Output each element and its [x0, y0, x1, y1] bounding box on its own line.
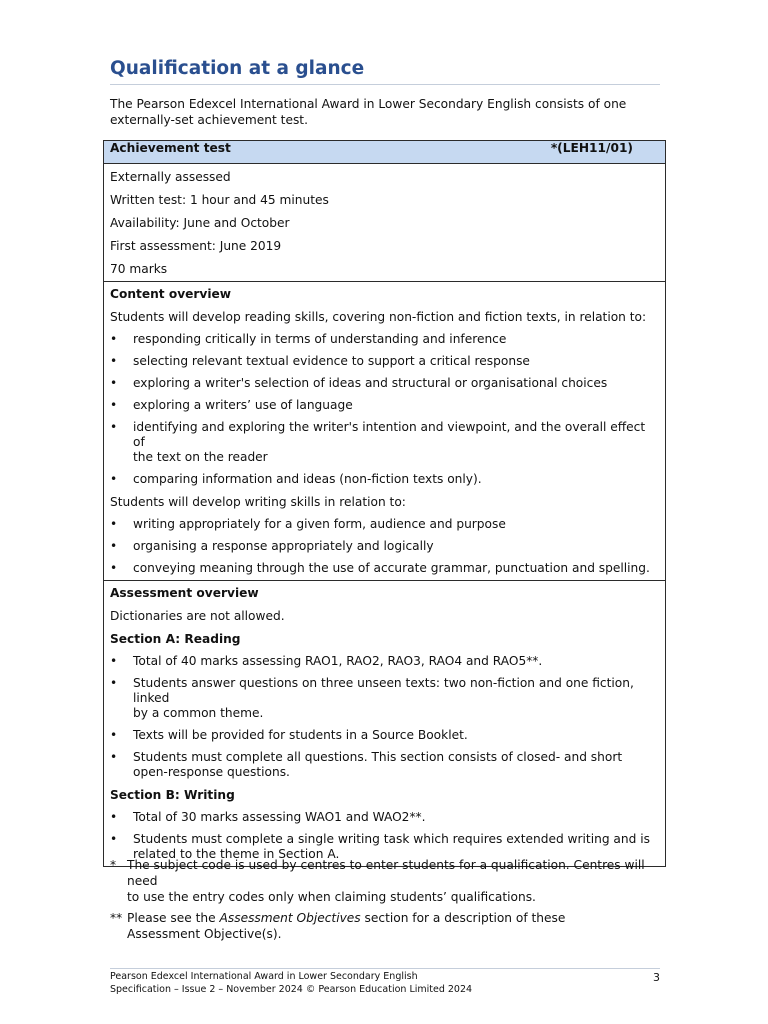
list-item: [110, 673, 659, 725]
section-a-list: [110, 651, 659, 784]
section-a-heading: Section A: Reading: [110, 632, 241, 646]
qualification-table: [103, 140, 666, 867]
list-item-text: comparing information and ideas (non-fiction texts only).: [133, 472, 482, 486]
details-cell: [104, 164, 666, 282]
footnote-line: The subject code is used by centres to enter students for a qualification. Centres will need: [127, 858, 645, 888]
page-title: Qualification at a glance: [110, 58, 365, 79]
bullet-glyph: •: [110, 676, 118, 690]
list-item-text: exploring a writer's selection of ideas and structural or organisational choices: [133, 376, 608, 390]
footer-line: Pearson Edexcel International Award in Lower Secondary English: [110, 971, 418, 982]
table-header: [104, 141, 666, 164]
list-item-text: identifying and exploring the writer's intention and viewpoint, and the overall effect of: [133, 420, 646, 449]
writing-intro: Students will develop writing skills in relation to:: [110, 495, 406, 509]
footnote-assessment-objectives: [110, 910, 670, 942]
content-overview-heading: Content overview: [110, 287, 232, 301]
list-item: [110, 536, 659, 558]
list-item-text: conveying meaning through the use of accurate grammar, punctuation and spelling.: [133, 561, 650, 575]
list-item-text: the text on the reader: [133, 450, 268, 464]
bullet-glyph: •: [110, 750, 118, 764]
header-label: Achievement test: [110, 141, 231, 155]
footer-divider: [110, 968, 660, 969]
list-item-text: Students must complete all questions. This section consists of closed- and short: [133, 750, 623, 764]
list-item-text: Total of 40 marks assessing RAO1, RAO2, RAO3, RAO4 and RAO5**.: [133, 654, 543, 668]
list-item: [110, 329, 659, 351]
list-item-text: by a common theme.: [133, 706, 264, 720]
content-overview-cell: [104, 282, 666, 581]
footnote-text: Please see the: [127, 911, 220, 925]
bullet-glyph: •: [110, 810, 118, 824]
reading-intro: Students will develop reading skills, covering non-fiction and fiction texts, in relation to:: [110, 310, 647, 324]
title-divider: [110, 84, 660, 85]
footnote-line: Assessment Objective(s).: [127, 927, 282, 941]
detail-line: Externally assessed: [110, 170, 231, 184]
detail-line: First assessment: June 2019: [110, 239, 282, 253]
bullet-glyph: •: [110, 354, 118, 368]
detail-line: Availability: June and October: [110, 216, 290, 230]
intro-paragraph: [110, 96, 670, 128]
footnote-line: [127, 910, 670, 926]
list-item: [110, 351, 659, 373]
list-item-text: selecting relevant textual evidence to support a critical response: [133, 354, 530, 368]
list-item: [110, 747, 659, 784]
list-item-text: writing appropriately for a given form, audience and purpose: [133, 517, 506, 531]
list-item: [110, 395, 659, 417]
list-item: [110, 651, 659, 673]
list-item: [110, 417, 659, 469]
reading-skills-list: [110, 329, 659, 491]
footnote-marker: *: [110, 858, 117, 872]
detail-line: Written test: 1 hour and 45 minutes: [110, 193, 329, 207]
footnote-subject-code: [110, 857, 670, 905]
section-b-heading: Section B: Writing: [110, 788, 235, 802]
footnotes: [110, 857, 670, 947]
list-item-text: exploring a writers’ use of language: [133, 398, 353, 412]
bullet-glyph: •: [110, 398, 118, 412]
assessment-overview-cell: [104, 581, 666, 867]
list-item: [110, 807, 659, 829]
footnote-emphasis: Assessment Objectives: [219, 911, 361, 925]
bullet-glyph: •: [110, 539, 118, 553]
page-footer: [110, 971, 472, 996]
list-item: [110, 469, 659, 491]
bullet-glyph: •: [110, 832, 118, 846]
list-item: [110, 514, 659, 536]
bullet-glyph: •: [110, 420, 118, 434]
intro-line: The Pearson Edexcel International Award in Lower Secondary English consists of one: [110, 97, 627, 111]
footer-line: Specification – Issue 2 – November 2024 © Pearson Education Limited 2024: [110, 983, 473, 995]
list-item-text: Texts will be provided for students in a Source Booklet.: [133, 728, 468, 742]
list-item-text: Students answer questions on three unseen texts: two non-fiction and one fiction, linked: [133, 676, 634, 705]
list-item-text: Total of 30 marks assessing WAO1 and WAO2**.: [133, 810, 426, 824]
footnote-line: to use the entry codes only when claiming students’ qualifications.: [127, 890, 536, 904]
list-item: [110, 373, 659, 395]
dictionaries-note: Dictionaries are not allowed.: [110, 609, 285, 623]
list-item-text: open-response questions.: [133, 765, 290, 779]
header-code: *(LEH11/01): [550, 141, 633, 155]
detail-line: 70 marks: [110, 262, 168, 276]
footnote-text: section for a description of these: [360, 911, 566, 925]
list-item: [110, 558, 659, 580]
bullet-glyph: •: [110, 654, 118, 668]
writing-skills-list: [110, 514, 659, 580]
assessment-overview-heading: Assessment overview: [110, 586, 259, 600]
bullet-glyph: •: [110, 332, 118, 346]
bullet-glyph: •: [110, 728, 118, 742]
footnote-marker: **: [110, 911, 123, 925]
list-item-text: responding critically in terms of understanding and inference: [133, 332, 507, 346]
bullet-glyph: •: [110, 517, 118, 531]
page-number: 3: [653, 971, 660, 984]
bullet-glyph: •: [110, 561, 118, 575]
bullet-glyph: •: [110, 472, 118, 486]
list-item-text: Students must complete a single writing task which requires extended writing and is: [133, 832, 650, 846]
list-item-text: related to the theme in Section A.: [133, 847, 340, 861]
list-item-text: organising a response appropriately and logically: [133, 539, 434, 553]
intro-line: externally-set achievement test.: [110, 113, 308, 127]
bullet-glyph: •: [110, 376, 118, 390]
list-item: [110, 725, 659, 747]
